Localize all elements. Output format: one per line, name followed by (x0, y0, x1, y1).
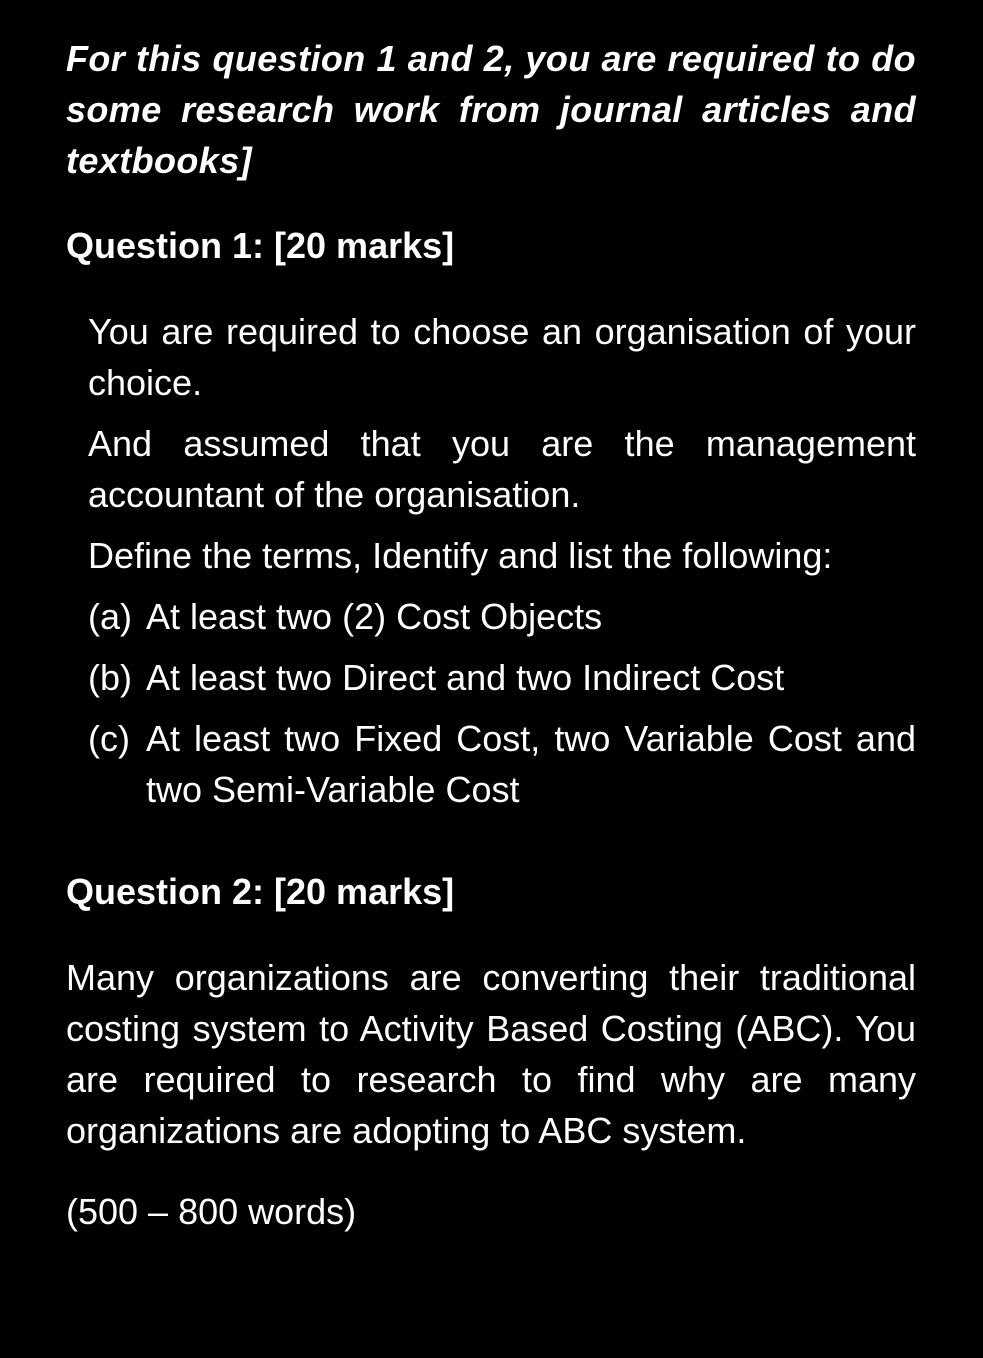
question-1-body (88, 306, 916, 815)
list-item-text: At least two Fixed Cost, two Variable Cost and two Semi-Variable Cost (146, 718, 916, 810)
list-item-marker: (c) (88, 718, 130, 759)
list-item-marker: (a) (88, 596, 132, 637)
list-item (88, 713, 916, 815)
question-1-paragraph: Define the terms, Identify and list the following: (88, 535, 833, 576)
word-count-requirement: (500 – 800 words) (66, 1191, 357, 1232)
question-2-body: Many organizations are converting their traditional costing system to Activity Based Costing (ABC). You are required to research to find why are many organizations are adopting to ABC system. (66, 957, 916, 1151)
list-item-text: At least two (2) Cost Objects (146, 596, 603, 637)
question-2-heading: Question 2: [20 marks] (66, 871, 455, 912)
question-1-paragraph: You are required to choose an organisation of your choice. (88, 311, 916, 403)
list-item-marker: (b) (88, 657, 132, 698)
question-1-list (88, 591, 916, 815)
question-1-paragraph: And assumed that you are the management accountant of the organisation. (88, 423, 916, 515)
list-item-text: At least two Direct and two Indirect Cost (146, 657, 785, 698)
list-item (88, 591, 916, 642)
document-page (66, 0, 916, 1237)
intro-instructions: For this question 1 and 2, you are required to do some research work from journal articles and textbooks] (66, 38, 916, 181)
question-1-heading: Question 1: [20 marks] (66, 225, 455, 266)
list-item (88, 652, 916, 703)
